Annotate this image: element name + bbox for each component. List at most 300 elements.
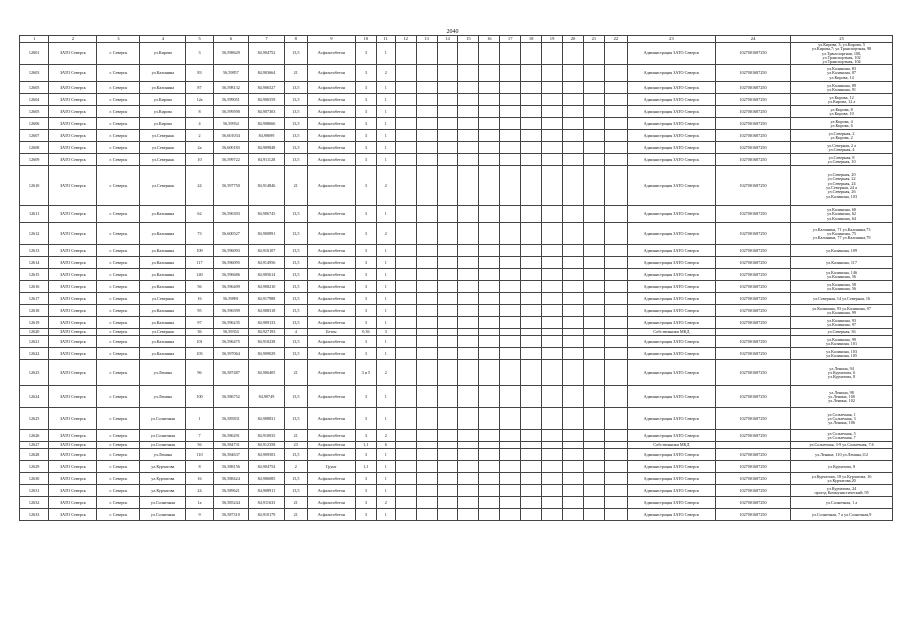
table-cell xyxy=(604,245,627,257)
table-cell xyxy=(500,257,521,269)
table-cell xyxy=(583,154,604,166)
table-cell: 1027001687250 xyxy=(715,317,790,329)
table-cell: Асфальтобетон xyxy=(307,408,355,430)
table-cell xyxy=(563,118,584,130)
table-cell: 13,5 xyxy=(284,485,307,497)
table-cell xyxy=(479,223,500,245)
table-cell xyxy=(479,386,500,408)
table-cell: 56,596399 xyxy=(213,305,249,317)
table-cell xyxy=(521,65,542,82)
table-cell xyxy=(479,485,500,497)
table-cell: Асфальтобетон xyxy=(307,336,355,348)
table-cell: 12617 xyxy=(20,293,49,305)
address-line: ул.Калинина, 99 xyxy=(827,336,857,342)
table-cell: 56,584637 xyxy=(213,449,249,461)
table-row xyxy=(20,485,893,497)
table-cell xyxy=(563,317,584,329)
table-cell xyxy=(604,281,627,293)
table-cell: Собственники МКД xyxy=(627,329,715,336)
table-cell: ул.Ленина xyxy=(140,360,186,386)
table-cell xyxy=(521,293,542,305)
table-cell: 8 xyxy=(186,106,213,118)
table-cell xyxy=(604,497,627,509)
table-cell: 12618 xyxy=(20,305,49,317)
address-line: ул.Калинина, 93 xyxy=(827,317,857,323)
table-cell xyxy=(583,223,604,245)
table-cell xyxy=(563,485,584,497)
table-cell: ЗАТО Северск xyxy=(49,317,97,329)
table-cell xyxy=(563,206,584,223)
table-cell xyxy=(583,94,604,106)
address-list-cell xyxy=(791,65,893,82)
table-cell xyxy=(521,408,542,430)
column-header: 4 xyxy=(140,36,186,43)
table-row xyxy=(20,245,893,257)
table-cell xyxy=(479,473,500,485)
table-cell: 36 xyxy=(186,329,213,336)
address-line: ул.Курчатова, 6 xyxy=(827,369,856,375)
column-header: 11 xyxy=(376,36,395,43)
table-cell xyxy=(604,166,627,206)
table-cell: ул.Ленина xyxy=(140,386,186,408)
table-cell: 56,598132 xyxy=(213,82,249,94)
table-row xyxy=(20,43,893,65)
table-cell xyxy=(437,293,458,305)
table-cell: 13,5 xyxy=(284,293,307,305)
table-cell xyxy=(479,317,500,329)
address-line: ул.Кирова,7; ул.Транспортная, 98 xyxy=(811,46,872,52)
table-cell xyxy=(416,305,437,317)
table-cell xyxy=(416,360,437,386)
address-line: ул.Кирова, 12 xyxy=(829,94,854,100)
table-cell: 1027001687250 xyxy=(715,408,790,430)
table-cell: 21 xyxy=(284,497,307,509)
table-cell: г. Северск xyxy=(97,348,140,360)
table-cell: 12614 xyxy=(20,257,49,269)
table-cell: ЗАТО Северск xyxy=(49,360,97,386)
table-cell xyxy=(542,281,563,293)
table-cell xyxy=(479,206,500,223)
table-cell xyxy=(458,166,479,206)
table-cell: 56,588424 xyxy=(213,473,249,485)
table-cell xyxy=(479,442,500,449)
table-cell: 84,914956 xyxy=(249,257,285,269)
table-cell xyxy=(479,245,500,257)
table-cell: 1027001687250 xyxy=(715,257,790,269)
table-cell xyxy=(395,43,416,65)
table-cell xyxy=(521,386,542,408)
table-cell: 13,5 xyxy=(284,408,307,430)
table-cell: ул.Калинина xyxy=(140,206,186,223)
address-line: ул.Северная, 10 xyxy=(827,158,856,164)
table-cell: Асфальтобетон xyxy=(307,94,355,106)
table-cell xyxy=(458,305,479,317)
table-cell xyxy=(583,386,604,408)
address-line: проезд Коммунистический, 95 xyxy=(814,489,869,495)
table-cell xyxy=(500,154,521,166)
table-row xyxy=(20,223,893,245)
table-cell xyxy=(416,142,437,154)
table-cell: 12624 xyxy=(20,386,49,408)
table-cell: 13,5 xyxy=(284,336,307,348)
table-cell: 84,910238 xyxy=(249,336,285,348)
table-cell: 1 xyxy=(376,317,395,329)
table-cell xyxy=(542,348,563,360)
column-header: 1 xyxy=(20,36,49,43)
table-row xyxy=(20,461,893,473)
table-cell xyxy=(395,118,416,130)
table-cell: 0,36 xyxy=(355,329,376,336)
table-cell xyxy=(500,269,521,281)
table-cell: 12620 xyxy=(20,329,49,336)
table-cell xyxy=(416,65,437,82)
table-cell: г. Северск xyxy=(97,305,140,317)
table-cell: 1 xyxy=(376,485,395,497)
table-cell xyxy=(437,223,458,245)
table-cell: 56 xyxy=(186,281,213,293)
table-row xyxy=(20,386,893,408)
table-cell: ЗАТО Северск xyxy=(49,106,97,118)
table-cell: ул.Калинина xyxy=(140,257,186,269)
table-cell: 1027001687250 xyxy=(715,94,790,106)
table-cell: 3 xyxy=(355,206,376,223)
table-cell: ул.Северная xyxy=(140,329,186,336)
table-row xyxy=(20,473,893,485)
table-cell: 56,588156 xyxy=(213,461,249,473)
table-cell xyxy=(458,82,479,94)
table-cell xyxy=(416,449,437,461)
table-cell: 13,5 xyxy=(284,154,307,166)
table-cell xyxy=(583,269,604,281)
table-cell: Администрация ЗАТО Северск xyxy=(627,65,715,82)
address-line: ул.Ленина, 102 xyxy=(828,398,855,404)
table-cell: 4 xyxy=(186,118,213,130)
table-cell xyxy=(563,386,584,408)
table-cell: Администрация ЗАТО Северск xyxy=(627,386,715,408)
table-cell: 110 xyxy=(186,449,213,461)
table-cell: 13,5 xyxy=(284,281,307,293)
table-cell xyxy=(583,509,604,521)
table-cell xyxy=(479,118,500,130)
table-cell: Администрация ЗАТО Северск xyxy=(627,106,715,118)
table-cell: 12607 xyxy=(20,130,49,142)
address-line: ул.Транспортная, 102 xyxy=(822,54,861,60)
address-list-cell xyxy=(791,442,893,449)
address-list-cell xyxy=(791,281,893,293)
table-cell: ЗАТО Северск xyxy=(49,166,97,206)
table-cell: ЗАТО Северск xyxy=(49,130,97,142)
table-cell: 2 xyxy=(284,461,307,473)
table-cell xyxy=(416,430,437,442)
table-cell: 3 xyxy=(355,269,376,281)
table-cell: 1 xyxy=(376,461,395,473)
table-cell xyxy=(563,461,584,473)
table-cell: 21 xyxy=(284,430,307,442)
table-cell: 56,599722 xyxy=(213,154,249,166)
table-cell: 3 xyxy=(355,257,376,269)
table-cell: 56,596393 xyxy=(213,206,249,223)
table-cell xyxy=(395,166,416,206)
table-cell: Асфальтобетон xyxy=(307,118,355,130)
table-cell xyxy=(521,206,542,223)
table-cell: 12625 xyxy=(20,408,49,430)
table-cell xyxy=(437,408,458,430)
table-cell: 12603 xyxy=(20,65,49,82)
table-cell xyxy=(416,257,437,269)
table-cell: ул.Кирова xyxy=(140,106,186,118)
table-cell xyxy=(583,317,604,329)
table-cell xyxy=(521,461,542,473)
address-line: ул.Калинина, 77 ул.Калинина,79 xyxy=(812,235,871,241)
table-cell: Асфальтобетон xyxy=(307,257,355,269)
table-cell: Администрация ЗАТО Северск xyxy=(627,130,715,142)
table-cell: Администрация ЗАТО Северск xyxy=(627,94,715,106)
address-list-cell xyxy=(791,485,893,497)
table-cell: 3 xyxy=(355,497,376,509)
table-cell: 13,5 xyxy=(284,386,307,408)
table-cell: 21 xyxy=(284,360,307,386)
table-cell: Асфальтобетон xyxy=(307,360,355,386)
table-cell: ЗАТО Северск xyxy=(49,245,97,257)
address-line: ул.Калинина, 103 xyxy=(826,193,858,199)
table-cell: 109 xyxy=(186,245,213,257)
table-cell xyxy=(395,461,416,473)
table-cell: ЗАТО Северск xyxy=(49,509,97,521)
table-cell xyxy=(479,360,500,386)
address-line: ул.Калинина, 58 xyxy=(827,281,857,287)
table-cell xyxy=(416,442,437,449)
table-cell xyxy=(395,329,416,336)
address-line: ул.Калинина, 75 xyxy=(827,230,857,236)
table-cell xyxy=(500,509,521,521)
table-cell xyxy=(437,94,458,106)
table-cell: ул.Солнечная xyxy=(140,442,186,449)
table-cell xyxy=(563,130,584,142)
table-cell: Администрация ЗАТО Северск xyxy=(627,154,715,166)
table-cell xyxy=(542,461,563,473)
table-cell xyxy=(437,206,458,223)
table-cell xyxy=(563,497,584,509)
table-cell: 12609 xyxy=(20,154,49,166)
table-cell xyxy=(500,43,521,65)
column-header: 9 xyxy=(307,36,355,43)
table-cell: 84,903664 xyxy=(249,65,285,82)
table-cell xyxy=(416,82,437,94)
table-cell: Асфальтобетон xyxy=(307,281,355,293)
table-cell: 95 xyxy=(186,305,213,317)
table-cell: 12606 xyxy=(20,118,49,130)
table-cell: г. Северск xyxy=(97,223,140,245)
address-line: ул.Северная, 24 xyxy=(827,180,856,186)
table-cell xyxy=(479,348,500,360)
table-cell xyxy=(479,106,500,118)
table-cell xyxy=(521,449,542,461)
address-line: ул.Калинина, 60 xyxy=(827,207,857,213)
column-header: 8 xyxy=(284,36,307,43)
table-cell xyxy=(563,166,584,206)
table-row xyxy=(20,329,893,336)
table-cell: Асфальтобетон xyxy=(307,305,355,317)
table-cell: 1027001687250 xyxy=(715,223,790,245)
table-cell xyxy=(604,269,627,281)
table-cell xyxy=(542,408,563,430)
table-cell xyxy=(395,442,416,449)
table-cell xyxy=(437,430,458,442)
table-cell: Асфальтобетон xyxy=(307,245,355,257)
table-cell xyxy=(479,281,500,293)
address-list-cell xyxy=(791,386,893,408)
table-cell: 1 xyxy=(376,348,395,360)
table-cell xyxy=(437,142,458,154)
table-cell: Администрация ЗАТО Северск xyxy=(627,43,715,65)
table-cell: Администрация ЗАТО Северск xyxy=(627,257,715,269)
column-header: 17 xyxy=(500,36,521,43)
address-list-cell xyxy=(791,269,893,281)
table-cell xyxy=(604,485,627,497)
table-cell xyxy=(583,142,604,154)
table-cell: 1027001687250 xyxy=(715,348,790,360)
address-line: ул.Калинина, 91 xyxy=(827,86,857,92)
table-cell: 12621 xyxy=(20,336,49,348)
table-cell xyxy=(604,43,627,65)
table-cell: ул.Калинина xyxy=(140,269,186,281)
table-cell: ул.Курчатова xyxy=(140,461,186,473)
address-line: ул.Калинина, 56 xyxy=(827,273,857,279)
table-cell xyxy=(542,166,563,206)
table-cell xyxy=(521,43,542,65)
table-cell xyxy=(395,348,416,360)
table-cell: 12632 xyxy=(20,497,49,509)
table-cell xyxy=(395,360,416,386)
table-cell xyxy=(437,154,458,166)
table-cell xyxy=(563,257,584,269)
table-cell xyxy=(604,206,627,223)
table-cell: 1027001687250 xyxy=(715,65,790,82)
table-cell: Асфальтобетон xyxy=(307,317,355,329)
table-cell: 13,5 xyxy=(284,94,307,106)
address-line: ул.Солнечная, 3-9 ул.Солнечная, 7.6 xyxy=(809,442,874,448)
table-cell: 12605 xyxy=(20,82,49,94)
table-cell xyxy=(395,142,416,154)
address-list-cell xyxy=(791,82,893,94)
table-cell: ул.Северная xyxy=(140,166,186,206)
table-cell xyxy=(521,430,542,442)
table-cell: Асфальтобетон xyxy=(307,509,355,521)
table-cell xyxy=(416,336,437,348)
address-line: ул.Солнечная, 5 xyxy=(827,430,856,436)
table-cell xyxy=(583,206,604,223)
table-cell xyxy=(500,106,521,118)
table-cell: 84,910035 xyxy=(249,430,285,442)
table-cell xyxy=(416,245,437,257)
table-cell: г. Северск xyxy=(97,154,140,166)
address-line: ул.Калинина, 62 xyxy=(827,211,857,217)
table-cell xyxy=(416,473,437,485)
address-list-cell xyxy=(791,118,893,130)
table-cell: 1 xyxy=(376,118,395,130)
table-cell xyxy=(395,497,416,509)
table-row xyxy=(20,293,893,305)
table-cell xyxy=(479,142,500,154)
table-cell: 1 xyxy=(376,293,395,305)
table-cell xyxy=(395,281,416,293)
table-cell: 2 xyxy=(376,223,395,245)
table-cell: 1027001687250 xyxy=(715,360,790,386)
table-cell: 3 xyxy=(355,106,376,118)
table-cell: 1 xyxy=(376,82,395,94)
table-cell: ул.Калинина xyxy=(140,65,186,82)
table-cell: ЗАТО Северск xyxy=(49,293,97,305)
table-cell: г. Северск xyxy=(97,43,140,65)
table-cell xyxy=(395,408,416,430)
table-cell: 84,909848 xyxy=(249,142,285,154)
table-cell xyxy=(542,497,563,509)
table-cell xyxy=(500,317,521,329)
table-cell: 1 xyxy=(186,408,213,430)
table-cell xyxy=(458,348,479,360)
table-cell xyxy=(604,461,627,473)
table-cell xyxy=(604,336,627,348)
table-cell xyxy=(521,166,542,206)
table-cell: ул.Солнечная xyxy=(140,497,186,509)
table-cell: ЗАТО Северск xyxy=(49,348,97,360)
table-cell: 1027001687250 xyxy=(715,473,790,485)
table-cell: ЗАТО Северск xyxy=(49,430,97,442)
table-cell: 84,908318 xyxy=(249,305,285,317)
table-cell xyxy=(583,408,604,430)
table-cell: 12а xyxy=(186,94,213,106)
table-cell xyxy=(395,94,416,106)
table-cell xyxy=(416,386,437,408)
address-line: ул.Ленина, 106 xyxy=(828,420,855,426)
table-cell: 103 xyxy=(186,348,213,360)
table-cell xyxy=(563,281,584,293)
table-cell xyxy=(437,509,458,521)
table-cell: 13,5 xyxy=(284,449,307,461)
table-cell xyxy=(437,329,458,336)
table-cell: 3 xyxy=(355,281,376,293)
table-cell: 1 xyxy=(376,408,395,430)
table-cell xyxy=(583,305,604,317)
table-cell xyxy=(521,82,542,94)
table-cell: 21 xyxy=(284,509,307,521)
table-cell xyxy=(437,43,458,65)
table-cell: 3 xyxy=(355,317,376,329)
table-cell: г. Северск xyxy=(97,317,140,329)
table-cell xyxy=(395,430,416,442)
table-cell: 1 xyxy=(376,106,395,118)
table-cell: Асфальтобетон xyxy=(307,293,355,305)
address-line: ул.Северная, 22 xyxy=(827,176,856,182)
table-cell: 1 xyxy=(376,281,395,293)
table-cell: ЗАТО Северск xyxy=(49,449,97,461)
table-cell xyxy=(500,94,521,106)
table-cell: г. Северск xyxy=(97,497,140,509)
table-cell xyxy=(437,82,458,94)
table-cell xyxy=(458,509,479,521)
table-cell xyxy=(583,461,604,473)
table-row xyxy=(20,130,893,142)
table-cell xyxy=(479,166,500,206)
table-cell: 12633 xyxy=(20,509,49,521)
table-cell: ул.Северная xyxy=(140,293,186,305)
address-line: ул.Калинина, 56 xyxy=(827,285,857,291)
table-cell: 12628 xyxy=(20,449,49,461)
address-list-cell xyxy=(791,106,893,118)
address-line: ул.Транспортная, 104 xyxy=(822,59,861,65)
table-cell xyxy=(479,449,500,461)
table-cell xyxy=(395,485,416,497)
